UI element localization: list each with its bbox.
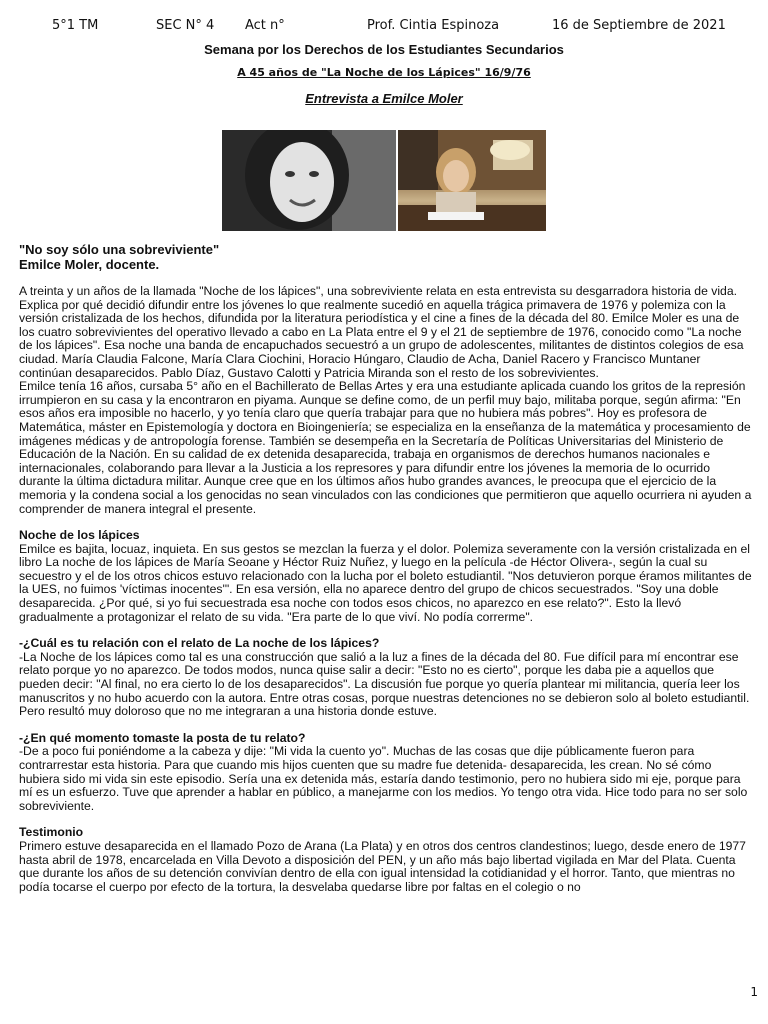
course-label: 5°1 TM — [52, 18, 99, 33]
question-2: -¿En qué momento tomaste la posta de tu relato? — [19, 730, 306, 745]
intro-paragraph: A treinta y un años de la llamada "Noche de los lápices", una sobreviviente relata en esta entrevista su desgarradora historia de vida. Explica por qué decidió difundir entre los jóvenes lo que realmente sucedió en aquella trágica primavera de 1976 y polemiza con la versión cristalizada de los hechos, difundida por la literatura periodística y el cine a fines de la década del 80. Emilce Moler es una de los cuatro sobrevivientes del operativo llevado a cabo en La Plata entre el 9 y el 21 de septiembre de 1976, conocido como "La noche de los lápices". Esa noche una banda de encapuchados secuestró a un grupo de adolescentes, militantes de distintos colegios de esa ciudad. María Claudia Falcone, María Clara Ciochini, Horacio Húngaro, Claudio de Acha, Daniel Racero y Francisco Muntaner continúan desaparecidos. Pablo Díaz, Gustavo Calotti y Patricia Miranda son el resto de los sobrevivientes. — [19, 284, 744, 380]
answer-2: -De a poco fui poniéndome a la cabeza y dije: "Mi vida la cuento yo". Muchas de las cosas que dije públicamente fueron para contrarrestar esta historia. Para que cuando mis hijos cuenten que su madre fue detenida- desaparecida, les crean. No sé cómo hubiera sido mi vida sin este episodio. Sería una ex detenida más, estaría dando testimonio, pero no hubiera sido mi eje, porque para mí es un esfuerzo. Tuve que aprender a hablar en público, a manejarme con los medios. Yo tengo otra vida. Hice todo para no ser solo sobreviviente. — [19, 744, 748, 813]
testimonio-paragraph: Primero estuve desaparecida en el llamado Pozo de Arana (La Plata) y en otros dos centros clandestinos; luego, desde enero de 1977 hasta abril de 1978, encarcelada en Villa Devoto a disposición del PEN, y un año más bajo libertad vigilada en Mar del Plata. Cuenta que durante los años de su detención convivían dentro de ella con igual intensidad la cotidianidad y el horror. Tanto, que mientras no podía tocarse el cuerpo por efecto de la tortura, la desvelaba quedarse libre por faltas en el colegio o no — [19, 838, 746, 894]
noche-paragraph: Emilce es bajita, locuaz, inquieta. En sus gestos se mezclan la fuerza y el dolor. Polemiza severamente con la versión cristalizada en el libro La noche de los lápices de María Seoane y Héctor Ruiz Nuñez, y luego en la película -de Héctor Olivera-, según la cual su secuestro y el de los otros chicos estuvo relacionado con la lucha por el boleto estudiantil. "Nos detuvieron porque éramos militantes de la UES, no fuimos 'víctimas inocentes'". En esa versión, ella no aparece dentro del grupo de chicos secuestrados. "Soy una doble desaparecida. ¿Por qué, si yo fui secuestrada esa noche con todos esos chicos, no aparezco en ese relato?". Esto la llevó gradualmente a protagonizar el relato de su vida. "Era parte de lo que viví. No podía correrme". — [19, 541, 752, 624]
young-photo — [222, 130, 396, 231]
answer-1: -La Noche de los lápices como tal es una construcción que salió a la luz a fines de la década del 80. Fue difícil para mí encontrar ese relato porque yo no aparezco. De todos modos, nunca quise salir a decir: "Esto no es cierto", porque les daba pie a aquellos que pueden decir: "Al final, no era cierto lo de los desaparecidos". La discusión fue porque yo quería plantear mi militancia, quería leer los manuscritos y no hubo acuerdo con la autora. Entre otras cosas, porque nuestras detenciones no se debieron solo al boleto estudiantil. Pero resultó muy doloroso que no me integraran a una historia donde estuve. — [19, 649, 750, 719]
bio-paragraph: Emilce tenía 16 años, cursaba 5° año en el Bachillerato de Bellas Artes y era una estudiante aplicada cuando los gritos de la represión irrumpieron en su casa y la encontraron en piyama. Aunque se define como, de un perfil muy bajo, militaba porque, según afirma: "En esos años era imposible no hacerlo, y yo tenía claro que quería trabajar para que no hubiera más pobres". Hoy es profesora de Matemática, máster en Epistemología y doctora en Bioingeniería; se especializa en la enseñanza de la matemática y procesamiento de imágenes médicas y de antropología forense. También se desempeña en la Secretaría de Políticas Universitarias del Ministerio de Educación de la Nación. En su calidad de ex detenida desaparecida, trabaja en organismos de derechos humanos nacionales e internacionales, colaborando para llevar a la Justicia a los represores y para difundir entre los jóvenes la memoria de lo ocurrido durante la última dictadura militar. Aunque cree que en los últimos años hubo grandes avances, le preocupa que el ejercicio de la memoria y la condena social a los genocidas no sean vinculados con las condiciones que permitieron que aquello ocurriera ni ayuden a comprender de manera integral el presente. — [19, 379, 752, 516]
interview-title: Entrevista a Emilce Moler — [305, 91, 463, 106]
week-title: Semana por los Derechos de los Estudiantes Secundarios — [204, 42, 564, 57]
noche-heading: Noche de los lápices — [19, 528, 140, 543]
testimonio-heading: Testimonio — [19, 825, 84, 840]
document-header — [0, 18, 768, 38]
question-1: -¿Cuál es tu relación con el relato de La noche de los lápices? — [19, 636, 380, 651]
activity-label: Act n° — [245, 18, 285, 33]
anniversary-title: A 45 años de "La Noche de los Lápices" 16/9/76 — [237, 66, 531, 79]
teacher-label: Prof. Cintia Espinoza — [367, 18, 500, 33]
school-label: SEC N° 4 — [156, 18, 215, 33]
article-body — [19, 242, 753, 894]
quote-author: Emilce Moler, docente. — [19, 257, 160, 272]
photo-strip — [222, 130, 546, 231]
page-number: 1 — [750, 985, 758, 999]
date-label: 16 de Septiembre de 2021 — [552, 18, 726, 33]
adult-photo — [398, 130, 546, 231]
quote-title: "No soy sólo una sobreviviente" — [19, 242, 220, 257]
